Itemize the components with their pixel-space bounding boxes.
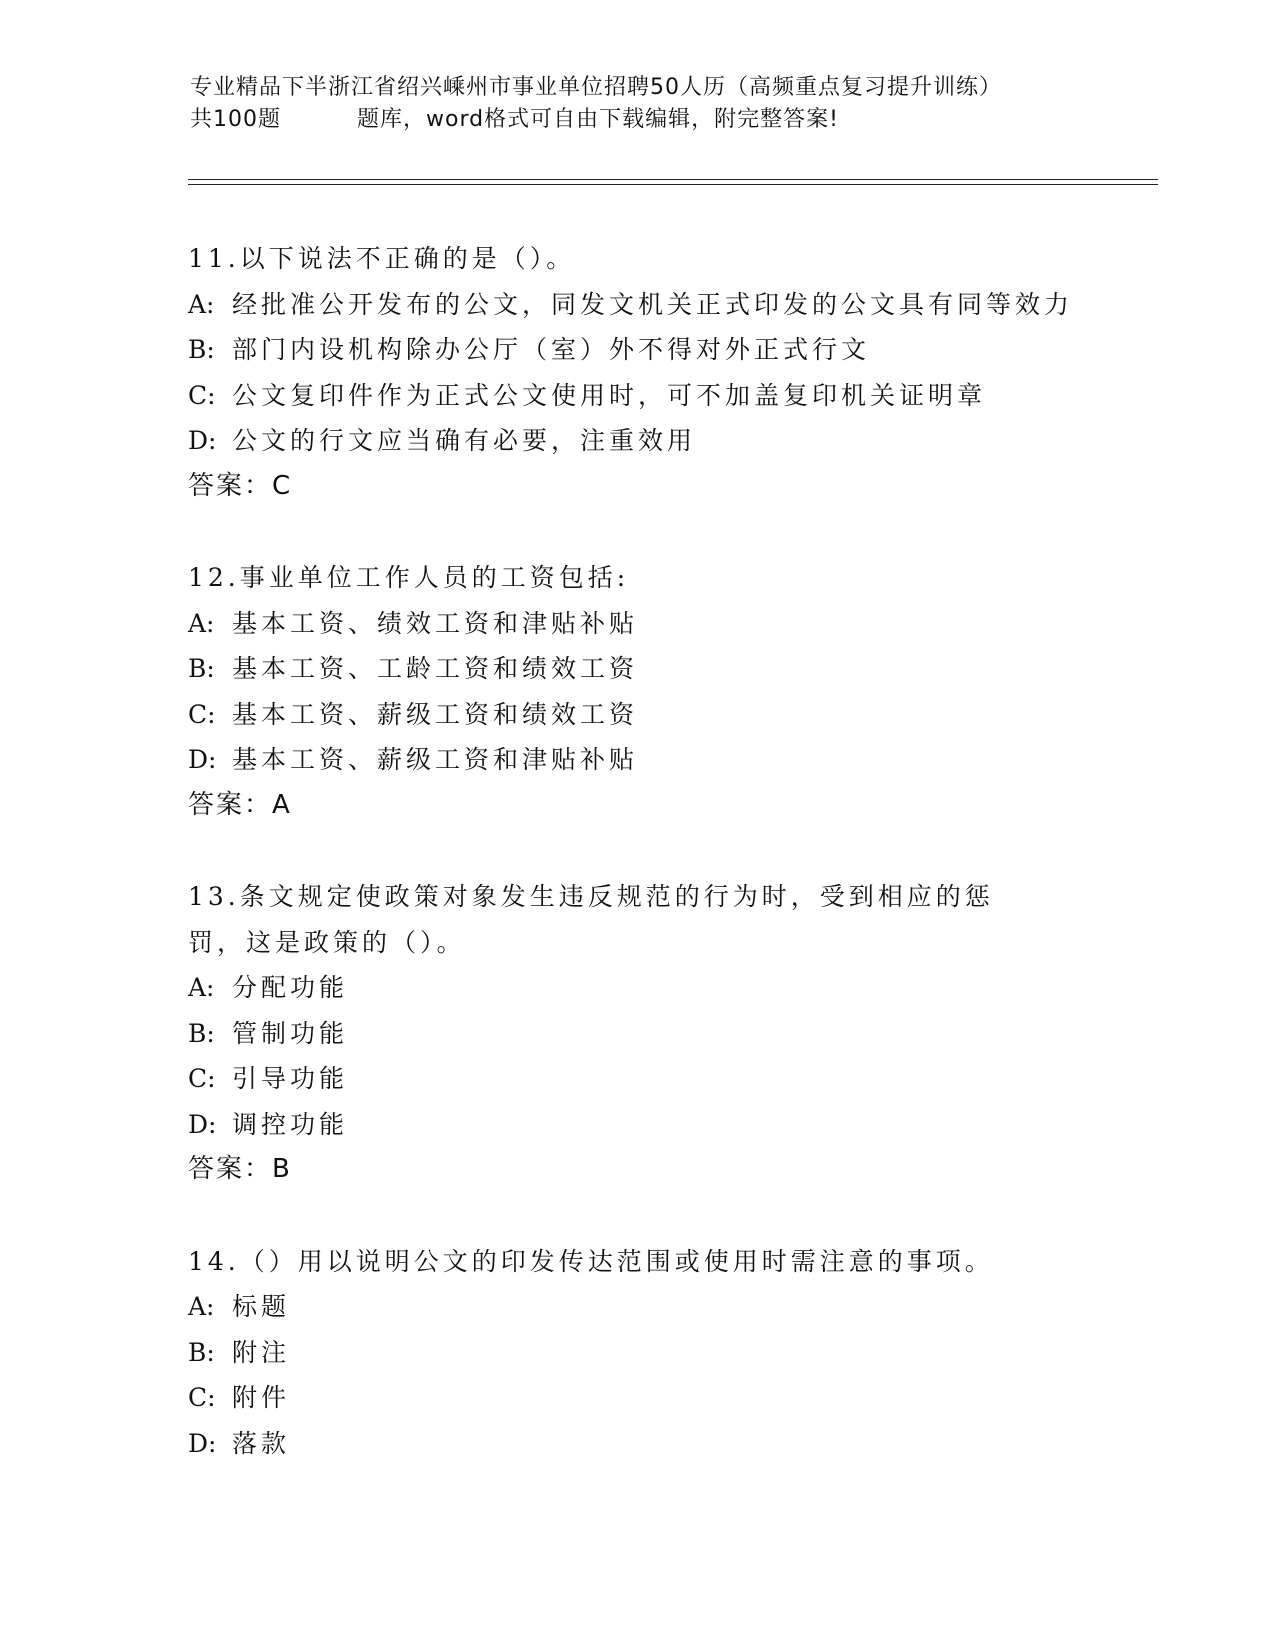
option-text: 落款 (232, 1428, 291, 1458)
option-b (188, 327, 1088, 373)
option-text: 基本工资、绩效工资和津贴补贴 (232, 608, 639, 638)
option-text: 管制功能 (232, 1018, 349, 1048)
question-11 (188, 236, 1088, 509)
option-text: 附件 (232, 1383, 291, 1412)
header-subtitle-line (190, 104, 1090, 136)
option-text: 基本工资、薪级工资和绩效工资 (232, 699, 639, 729)
option-key: C: (188, 699, 216, 729)
option-key: B: (188, 654, 215, 683)
option-key: A: (188, 608, 215, 638)
option-text: 附注 (232, 1337, 291, 1367)
option-key: D: (188, 1109, 217, 1139)
option-key: D: (188, 1428, 217, 1458)
option-d (188, 418, 1088, 464)
option-key: C: (188, 380, 216, 410)
answer-line: 答案：C (188, 470, 293, 501)
option-c (188, 1056, 1088, 1102)
document-header (190, 72, 1090, 136)
header-divider-top (188, 179, 1158, 180)
question-13 (188, 874, 1088, 1193)
option-key: B: (188, 335, 215, 364)
option-b (188, 1330, 1088, 1376)
question-stem: 13.条文规定使政策对象发生违反规范的行为时，受到相应的惩罚，这是政策的（）。 (188, 882, 994, 957)
option-c (188, 373, 1088, 419)
option-text: 引导功能 (232, 1064, 349, 1093)
option-a (188, 1284, 1088, 1330)
option-a (188, 965, 1088, 1011)
option-text: 公文复印件作为正式公文使用时，可不加盖复印机关证明章 (232, 380, 987, 410)
option-a (188, 282, 1088, 328)
option-text: 公文的行文应当确有必要，注重效用 (232, 426, 697, 455)
option-d (188, 737, 1088, 783)
option-text: 标题 (232, 1292, 291, 1321)
option-text: 部门内设机构除办公厅（室）外不得对外正式行文 (232, 335, 871, 364)
option-key: B: (188, 1018, 215, 1048)
answer-line: 答案：B (188, 1154, 292, 1184)
header-divider-bottom (188, 184, 1158, 185)
option-key: A: (188, 973, 215, 1002)
option-text: 调控功能 (232, 1109, 349, 1139)
option-key: D: (188, 745, 217, 774)
question-stem: 11.以下说法不正确的是（）。 (188, 244, 576, 273)
option-text: 分配功能 (232, 973, 349, 1002)
option-c (188, 1375, 1088, 1421)
option-key: A: (188, 1292, 215, 1321)
question-stem: 12.事业单位工作人员的工资包括: (188, 563, 630, 592)
option-d (188, 1102, 1088, 1148)
option-b (188, 1011, 1088, 1057)
question-stem: 14.（）用以说明公文的印发传达范围或使用时需注意的事项。 (188, 1246, 994, 1276)
question-list (188, 236, 1088, 1512)
option-c (188, 692, 1088, 738)
option-key: D: (188, 426, 217, 455)
option-text: 经批准公开发布的公文，同发文机关正式印发的公文具有同等效力 (232, 289, 1074, 319)
option-key: B: (188, 1337, 215, 1367)
option-key: A: (188, 289, 215, 319)
option-d (188, 1421, 1088, 1467)
header-title-line: 专业精品下半浙江省绍兴嵊州市事业单位招聘50人历（高频重点复习提升训练） (190, 75, 1002, 100)
option-key: C: (188, 1064, 216, 1093)
question-count: 共100题 (190, 107, 281, 132)
question-14 (188, 1239, 1088, 1467)
header-note: 题库，word格式可自由下载编辑，附完整答案! (357, 107, 839, 132)
answer-line: 答案：A (188, 789, 292, 820)
option-b (188, 646, 1088, 692)
question-12 (188, 555, 1088, 828)
option-key: C: (188, 1383, 216, 1412)
option-a (188, 601, 1088, 647)
option-text: 基本工资、工龄工资和绩效工资 (232, 654, 639, 683)
option-text: 基本工资、薪级工资和津贴补贴 (232, 745, 639, 774)
